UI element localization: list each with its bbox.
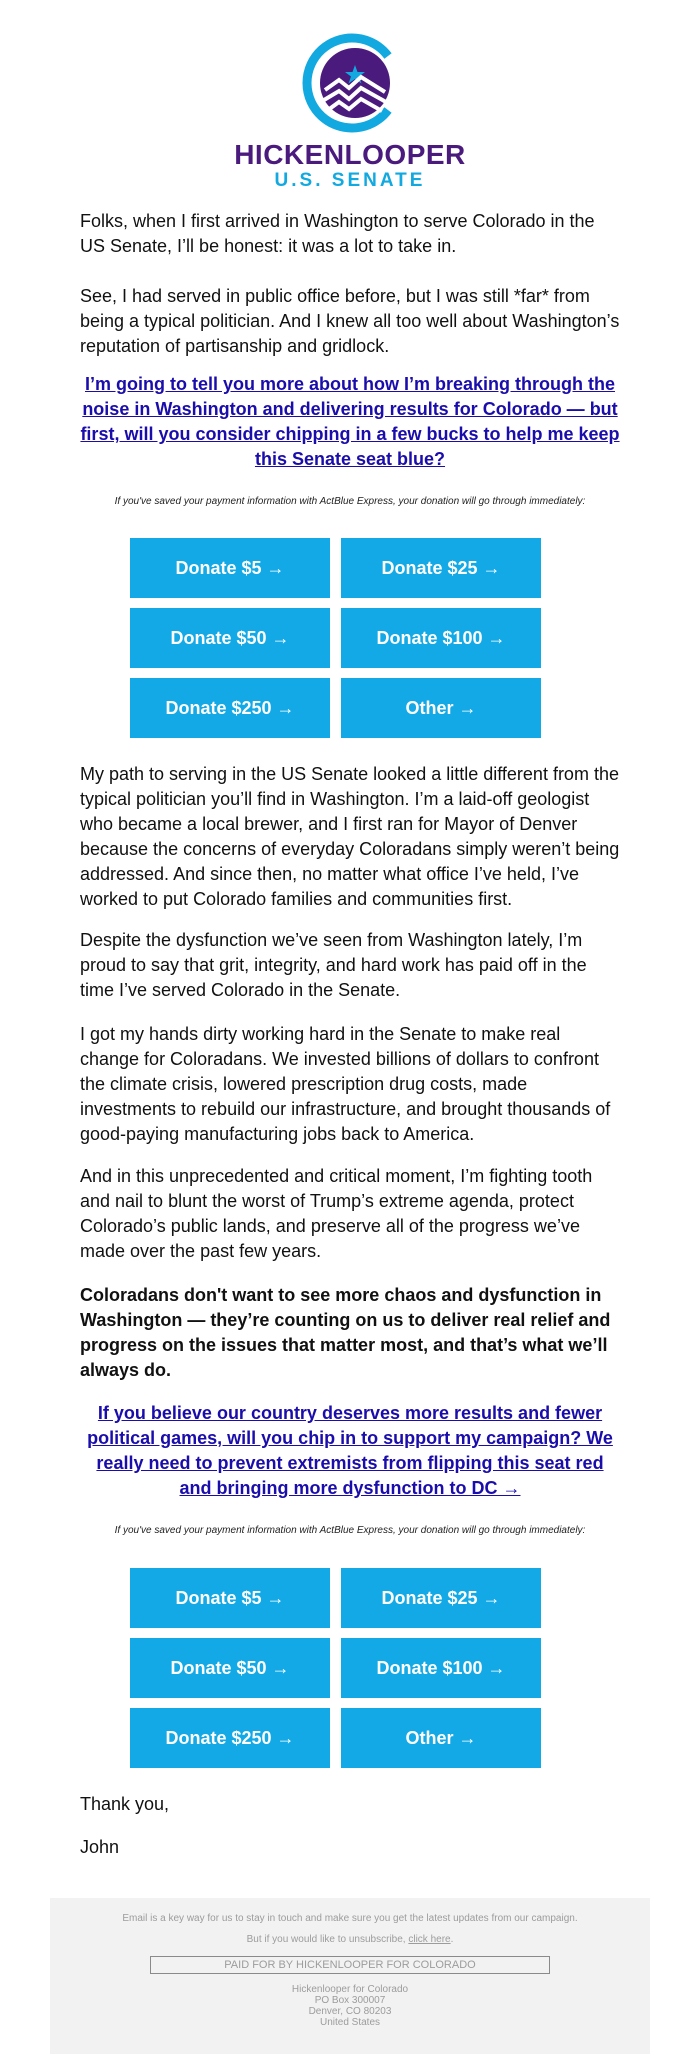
cta-link-1[interactable]: I’m going to tell you more about how I’m breaking through the noise in Washington and delivering results for Colorado — but first, will you consider chipping in a few bucks to help me keep this Senate seat blue? [80,374,620,469]
po-box: PO Box 300007 [314,1995,386,2006]
express-note: If you've saved your payment information with ActBlue Express, your donation will go through immediately: [114,496,586,507]
country: United States [319,2017,381,2028]
paragraph: Folks, when I first arrived in Washington to serve Colorado in the US Senate, I’ll be honest: it was a lot to take in. [80,211,595,256]
mailing-address [50,1984,650,2028]
org-name: Hickenlooper for Colorado [291,1984,409,1995]
bold-paragraph: Coloradans don't want to see more chaos and dysfunction in Washington — they’re counting on us to deliver real relief and progress on the issues that matter most, and that’s what we’ll always do. [80,1285,611,1380]
donate-100-button[interactable]: Donate $100 → [341,1638,541,1698]
donate-250-button[interactable]: Donate $250 → [130,678,330,738]
cta-link-1-container [80,372,620,472]
campaign-logo [0,28,700,192]
donate-5-button[interactable]: Donate $5 → [130,538,330,598]
cta-link-2[interactable]: If you believe our country deserves more results and fewer political games, will you chip in to support my campaign? We really need to prevent extremists from flipping this seat red and bringing more dysfunction to DC → [87,1403,613,1498]
logo-title: HICKENLOOPER [234,139,466,170]
email-footer [50,1898,650,2054]
donate-50-button[interactable]: Donate $50 → [130,608,330,668]
footer-unsubscribe-line [50,1933,650,1946]
paragraph: See, I had served in public office before, but I was still *far* from being a typical politician. And I knew all too well about Washington’s reputation of partisanship and gridlock. [80,286,620,356]
donate-grid-1 [130,538,541,738]
unsubscribe-suffix: . [450,1934,454,1945]
donate-100-button[interactable]: Donate $100 → [341,608,541,668]
mountain-star-logo-icon [295,28,405,138]
donate-250-button[interactable]: Donate $250 → [130,1708,330,1768]
donate-5-button[interactable]: Donate $5 → [130,1568,330,1628]
body-paragraph-6 [80,1164,620,1264]
signature-container [80,1835,620,1860]
footer-info-text: Email is a key way for us to stay in touch and make sure you get the latest updates from our campaign. [122,1913,578,1924]
unsubscribe-link[interactable]: click here [408,1934,451,1945]
donate-25-button[interactable]: Donate $25 → [341,1568,541,1628]
paid-for-disclaimer: PAID FOR BY HICKENLOOPER FOR COLORADO [150,1956,550,1974]
thanks-text: Thank you, [80,1794,170,1814]
unsubscribe-prefix: But if you would like to unsubscribe, [246,1934,406,1945]
paragraph: My path to serving in the US Senate looked a little different from the typical politician you’ll find in Washington. I’m a laid-off geologist who became a local brewer, and I first ran for Mayor of Denver because the concerns of everyday Coloradans simply weren’t being addressed. And since then, no matter what office I’ve held, I’ve worked to put Colorado families and communities first. [80,764,620,909]
logo-subtitle: U.S. SENATE [274,170,426,191]
cta-link-2-container [80,1401,620,1501]
paragraph: Despite the dysfunction we’ve seen from Washington lately, I’m proud to say that grit, integrity, and hard work has paid off in the time I’ve served Colorado in the Senate. [80,930,587,1000]
donate-50-button[interactable]: Donate $50 → [130,1638,330,1698]
paragraph: And in this unprecedented and critical moment, I’m fighting tooth and nail to blunt the worst of Trump’s extreme agenda, protect Colorado’s public lands, and preserve all of the progress we’ve made over the past few years. [80,1166,593,1261]
body-paragraph-5 [80,1022,620,1147]
city-line: Denver, CO 80203 [308,2006,392,2017]
donate-other-button[interactable]: Other → [341,1708,541,1768]
sign-off [80,1792,620,1817]
signature: John [80,1837,120,1857]
donate-other-button[interactable]: Other → [341,678,541,738]
body-paragraph-4 [80,928,620,1003]
paragraph: I got my hands dirty working hard in the Senate to make real change for Coloradans. We invested billions of dollars to confront the climate crisis, lowered prescription drug costs, made investments to rebuild our infrastructure, and brought thousands of good-paying manufacturing jobs back to America. [80,1024,611,1144]
body-paragraph-3 [80,762,620,912]
intro-paragraph-1 [80,209,620,259]
body-paragraph-7 [80,1283,620,1383]
intro-paragraph-2 [80,284,620,359]
donate-grid-2 [130,1568,541,1768]
express-note-2: If you've saved your payment information with ActBlue Express, your donation will go through immediately: [114,1525,586,1536]
donate-25-button[interactable]: Donate $25 → [341,538,541,598]
